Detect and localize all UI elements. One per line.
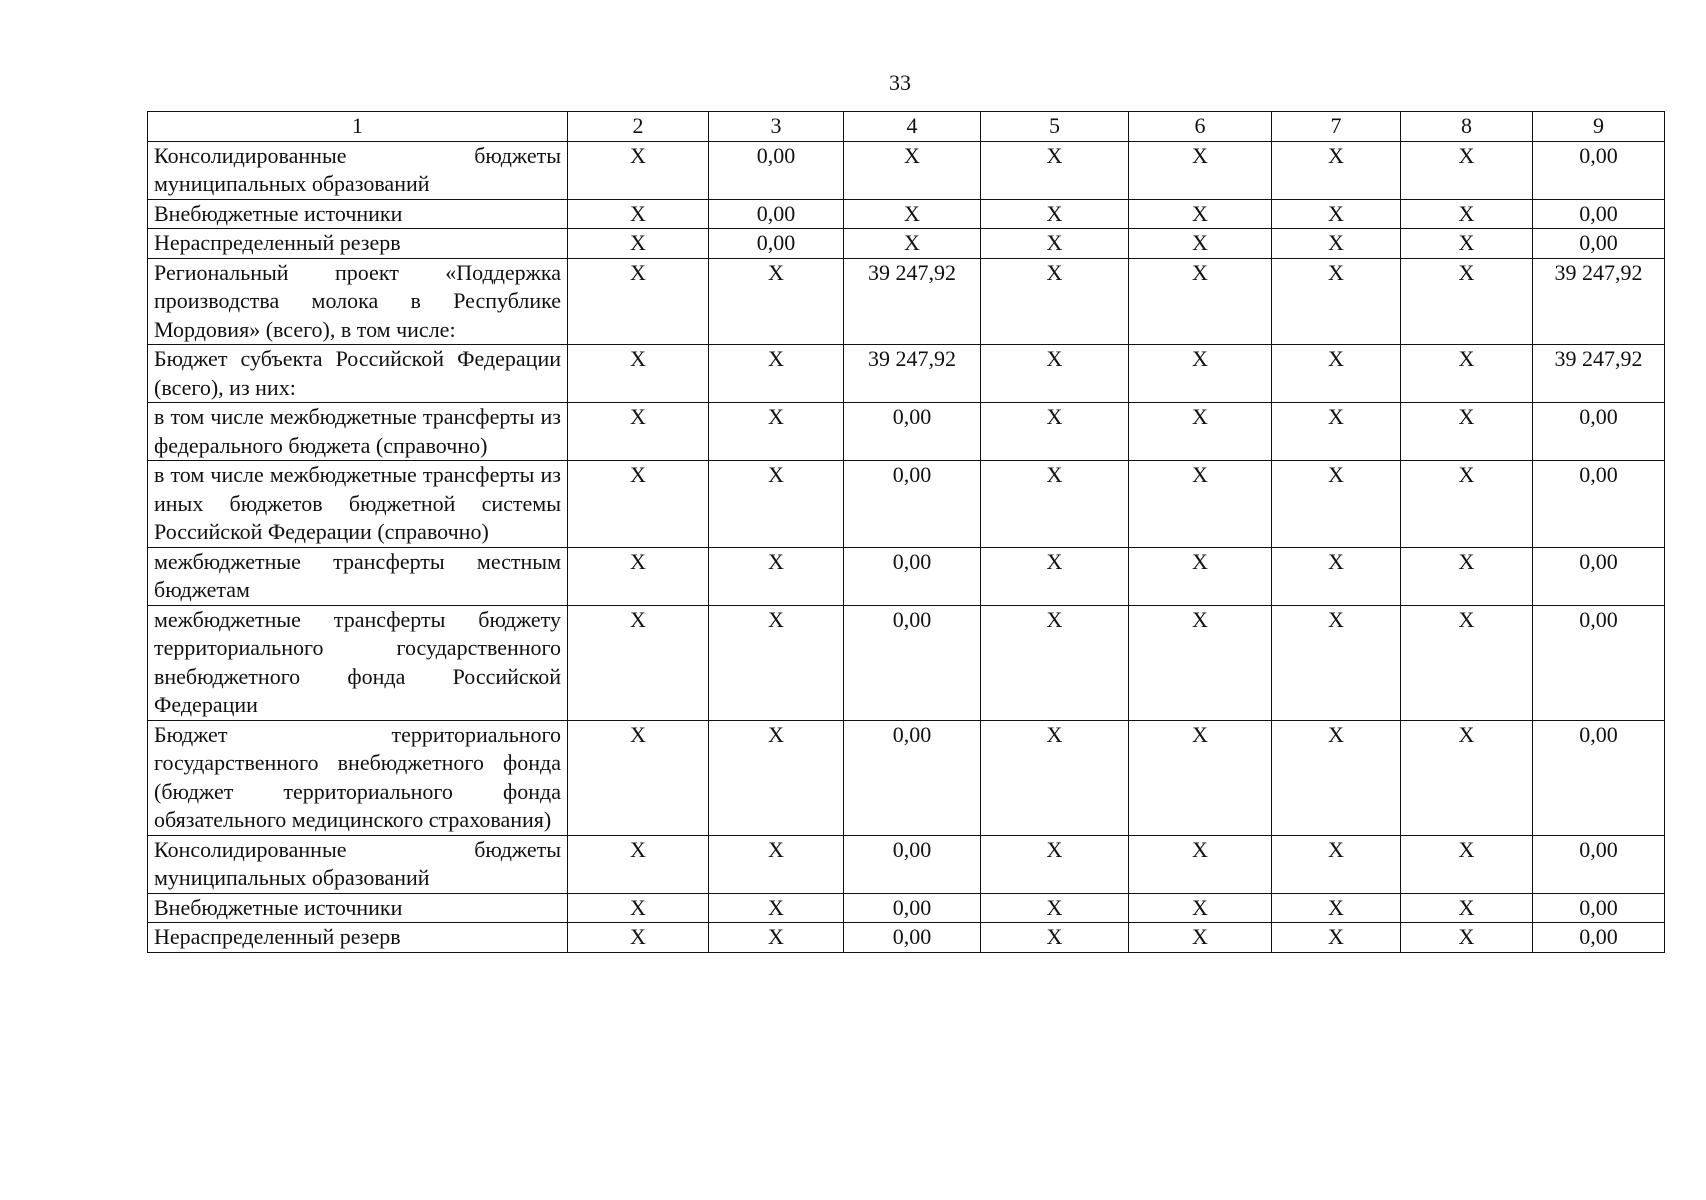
table-cell: X [568,893,709,923]
table-row [148,835,1665,893]
table-cell: X [568,345,709,403]
table-cell: X [1272,461,1401,548]
table-cell: X [709,605,844,720]
table-cell: X [1129,141,1272,199]
row-label: в том числе межбюджетные трансферты из федерального бюджета (справочно) [148,403,568,461]
column-header: 7 [1272,112,1401,142]
table-cell: 0,00 [1533,720,1665,835]
table-cell: 0,00 [1533,605,1665,720]
table-cell: X [1129,720,1272,835]
table-cell: X [568,835,709,893]
table-cell: X [1401,923,1533,953]
row-label: Внебюджетные источники [148,199,568,229]
table-cell: X [1272,403,1401,461]
table-row [148,605,1665,720]
table-cell: X [1129,258,1272,345]
table-cell: 0,00 [1533,461,1665,548]
table-cell: 0,00 [844,835,981,893]
table-cell: X [1401,893,1533,923]
table-cell: X [1272,605,1401,720]
table-cell: 0,00 [844,923,981,953]
table-cell: X [1129,835,1272,893]
table-cell: X [1401,199,1533,229]
column-header: 5 [981,112,1129,142]
table-cell: 0,00 [1533,835,1665,893]
table-row [148,547,1665,605]
table-cell: X [844,141,981,199]
table-cell: X [981,229,1129,259]
table-cell: X [568,199,709,229]
table-cell: X [1129,229,1272,259]
table-row [148,403,1665,461]
table-cell: X [981,835,1129,893]
row-label: Нераспределенный резерв [148,229,568,259]
table-cell: X [568,258,709,345]
column-header: 6 [1129,112,1272,142]
table-cell: X [709,923,844,953]
table-cell: X [1272,893,1401,923]
table-cell: X [1272,720,1401,835]
table-cell: X [1401,229,1533,259]
table-cell: X [709,258,844,345]
table-cell: X [1272,141,1401,199]
table-cell: X [1401,605,1533,720]
table-cell: X [981,720,1129,835]
table-cell: 0,00 [844,547,981,605]
row-label: Консолидированные бюджеты муниципальных образований [148,835,568,893]
table-cell: X [1129,893,1272,923]
table-cell: X [709,720,844,835]
table-cell: X [981,893,1129,923]
table-cell: 0,00 [844,720,981,835]
table-row [148,345,1665,403]
table-cell: X [709,345,844,403]
table-cell: X [981,258,1129,345]
table-cell: X [1129,403,1272,461]
table-cell: X [709,835,844,893]
column-header: 1 [148,112,568,142]
table-cell: X [1272,923,1401,953]
table-cell: X [568,141,709,199]
table-cell: X [709,403,844,461]
column-header: 2 [568,112,709,142]
row-label: Внебюджетные источники [148,893,568,923]
table-cell: X [709,893,844,923]
table-cell: 0,00 [709,229,844,259]
table-cell: 39 247,92 [1533,345,1665,403]
table-cell: X [1401,258,1533,345]
table-cell: 0,00 [1533,199,1665,229]
table-cell: X [1272,258,1401,345]
table-cell: 39 247,92 [1533,258,1665,345]
row-label: межбюджетные трансферты бюджету территориального государственного внебюджетного фонда Российской Федерации [148,605,568,720]
row-label: межбюджетные трансферты местным бюджетам [148,547,568,605]
row-label: Бюджет субъекта Российской Федерации (всего), из них: [148,345,568,403]
row-label: Консолидированные бюджеты муниципальных образований [148,141,568,199]
table-row [148,199,1665,229]
table-cell: 0,00 [844,893,981,923]
table-cell: 0,00 [1533,893,1665,923]
table-cell: X [1401,720,1533,835]
table-row [148,258,1665,345]
table-cell: X [568,461,709,548]
table-cell: X [1129,605,1272,720]
table-cell: X [981,461,1129,548]
table-cell: X [1401,403,1533,461]
table-row [148,141,1665,199]
table-cell: X [709,461,844,548]
table-row [148,923,1665,953]
table-cell: X [568,923,709,953]
table-cell: X [981,605,1129,720]
table-cell: X [709,547,844,605]
column-header: 3 [709,112,844,142]
table-cell: 0,00 [1533,923,1665,953]
column-header: 9 [1533,112,1665,142]
table-cell: X [1129,547,1272,605]
table-cell: X [981,923,1129,953]
table-cell: X [844,229,981,259]
table-cell: X [844,199,981,229]
table-row [148,229,1665,259]
table-cell: X [1401,141,1533,199]
table-cell: 39 247,92 [844,258,981,345]
table-cell: X [568,605,709,720]
table-cell: X [981,547,1129,605]
table-cell: 0,00 [709,199,844,229]
table-cell: 0,00 [1533,229,1665,259]
table-row [148,720,1665,835]
column-header: 8 [1401,112,1533,142]
table-cell: X [1401,345,1533,403]
table-cell: 0,00 [1533,141,1665,199]
table-row [148,461,1665,548]
table-cell: X [1272,199,1401,229]
table-cell: X [1272,229,1401,259]
page-number: 33 [889,70,911,95]
table-cell: X [1129,199,1272,229]
table-cell: X [1401,835,1533,893]
table-cell: X [1129,461,1272,548]
table-cell: 0,00 [1533,403,1665,461]
table-cell: 0,00 [844,461,981,548]
table-cell: X [568,547,709,605]
table-cell: 0,00 [844,403,981,461]
table-cell: X [1272,547,1401,605]
table-cell: X [1272,345,1401,403]
table-cell: 0,00 [709,141,844,199]
row-label: Региональный проект «Поддержка производства молока в Республике Мордовия» (всего), в том числе: [148,258,568,345]
table-cell: X [981,403,1129,461]
row-label: Нераспределенный резерв [148,923,568,953]
table-cell: X [1401,547,1533,605]
table-row [148,893,1665,923]
table-cell: 39 247,92 [844,345,981,403]
table-cell: X [981,141,1129,199]
table-cell: 0,00 [844,605,981,720]
table-cell: 0,00 [1533,547,1665,605]
table-header-row [148,112,1665,142]
table-cell: X [568,229,709,259]
table-cell: X [1401,461,1533,548]
table-cell: X [568,720,709,835]
table-cell: X [981,345,1129,403]
table-cell: X [1129,345,1272,403]
table-cell: X [981,199,1129,229]
row-label: в том числе межбюджетные трансферты из иных бюджетов бюджетной системы Российской Федерации (справочно) [148,461,568,548]
table-cell: X [1272,835,1401,893]
budget-table [147,111,1665,953]
table-cell: X [568,403,709,461]
column-header: 4 [844,112,981,142]
table-cell: X [1129,923,1272,953]
row-label: Бюджет территориального государственного внебюджетного фонда (бюджет территориального фонда обязательного медицинского страхования) [148,720,568,835]
